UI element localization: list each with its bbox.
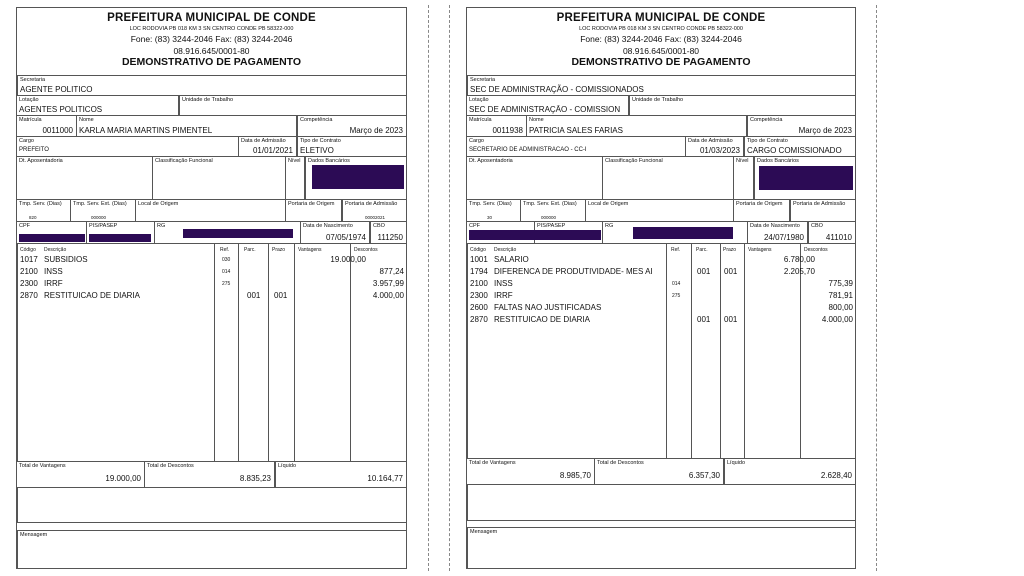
org-address: LOC RODOVIA PB 018 KM 3 SN CENTRO CONDE PB 58322-000 <box>579 26 743 32</box>
label-dados-bancarios: Dados Bancários <box>308 158 350 164</box>
redaction-block <box>89 234 151 242</box>
payslip-header <box>17 8 406 76</box>
label-cargo: Cargo <box>469 138 484 144</box>
label-total-descontos: Total de Descontos <box>147 463 194 469</box>
field-unidade <box>179 96 407 116</box>
value-total-vantagens: 8.985,70 <box>559 471 591 480</box>
label-matricula: Matrícula <box>19 117 42 123</box>
cell-codigo: 2870 <box>20 291 38 300</box>
cell-descontos: 775,39 <box>828 279 853 288</box>
cell-ref: 030 <box>222 257 231 263</box>
document-title: DEMONSTRATIVO DE PAGAMENTO <box>571 56 751 68</box>
cell-descontos: 877,24 <box>379 267 404 276</box>
field-data-nascimento <box>748 222 808 244</box>
field-matricula <box>467 116 527 137</box>
field-liquido <box>275 462 407 488</box>
cell-codigo: 2100 <box>20 267 38 276</box>
label-cpf: CPF <box>469 223 480 229</box>
payslip-header <box>467 8 855 76</box>
label-total-descontos: Total de Descontos <box>597 460 644 466</box>
field-classificacao <box>603 157 734 200</box>
value-liquido: 2.628,40 <box>820 471 852 480</box>
field-portaria-origem <box>286 200 342 222</box>
field-pis <box>87 222 155 244</box>
label-dt-aposentadoria: Dt. Aposentadoria <box>469 158 513 164</box>
label-mensagem: Mensagem <box>20 532 48 538</box>
redaction-block <box>633 227 733 239</box>
field-portaria-admissao <box>342 200 407 222</box>
value-competencia: Março de 2023 <box>798 126 852 135</box>
label-classificacao: Classificação Funcional <box>155 158 213 164</box>
field-tmp-serv <box>467 200 521 222</box>
field-tmp-serv-ext <box>71 200 136 222</box>
table-row <box>468 255 855 264</box>
field-mensagem <box>467 527 856 569</box>
field-nivel <box>734 157 754 200</box>
label-lotacao: Lotação <box>469 97 489 103</box>
label-dt-aposentadoria: Dt. Aposentadoria <box>19 158 63 164</box>
field-cargo <box>17 137 239 157</box>
label-tipo-contrato: Tipo de Contrato <box>747 138 788 144</box>
label-cbo: CBO <box>811 223 823 229</box>
cell-descricao: IRRF <box>44 279 63 288</box>
cell-descricao: RESTITUICAO DE DIARIA <box>44 291 141 300</box>
center-cut-line <box>449 5 450 571</box>
cell-codigo: 2870 <box>470 315 488 324</box>
field-nivel <box>286 157 305 200</box>
cell-codigo: 1001 <box>470 255 488 264</box>
field-dt-aposentadoria <box>467 157 603 200</box>
field-data-admissao <box>239 137 297 157</box>
value-matricula: 0011938 <box>492 126 523 135</box>
field-matricula <box>17 116 77 137</box>
cell-codigo: 2600 <box>470 303 488 312</box>
cell-ref: 014 <box>672 281 681 287</box>
cell-codigo: 2300 <box>470 291 488 300</box>
field-tipo-contrato <box>744 137 856 157</box>
field-nome <box>77 116 297 137</box>
label-tipo-contrato: Tipo de Contrato <box>300 138 341 144</box>
label-data-admissao: Data de Admissão <box>241 138 286 144</box>
col-descricao: Descrição <box>44 247 67 253</box>
label-data-nascimento: Data de Nascimento <box>750 223 800 229</box>
value-cargo: SECRETARIO DE ADMINISTRACAO - CC-I <box>469 147 587 153</box>
items-header <box>18 245 406 253</box>
value-cbo: 111250 <box>377 233 403 242</box>
label-portaria-origem: Portaria de Origem <box>736 201 783 207</box>
value-tmp-serv: 30 <box>487 215 493 220</box>
value-tmp-serv-ext: 000000 <box>541 215 557 220</box>
col-vantagens: Vantagens <box>748 247 772 253</box>
field-rg <box>155 222 301 244</box>
label-nivel: Nível <box>288 158 301 164</box>
label-matricula: Matrícula <box>469 117 492 123</box>
org-phone: Fone: (83) 3244-2046 Fax: (83) 3244-2046 <box>580 34 742 44</box>
table-row <box>18 255 406 264</box>
redaction-block <box>183 229 293 238</box>
label-tmp-serv: Tmp. Serv. (Dias) <box>19 201 62 207</box>
label-classificacao: Classificação Funcional <box>605 158 663 164</box>
cell-ref: 275 <box>222 281 231 287</box>
items-table <box>467 244 856 459</box>
cell-descricao: IRRF <box>494 291 513 300</box>
label-portaria-admissao: Portaria de Admissão <box>793 201 846 207</box>
value-cbo: 411010 <box>825 233 852 242</box>
field-unidade <box>629 96 856 116</box>
blank-area <box>467 485 856 521</box>
document-title: DEMONSTRATIVO DE PAGAMENTO <box>121 56 302 68</box>
field-cbo <box>808 222 856 244</box>
value-competencia: Março de 2023 <box>349 126 403 135</box>
cell-descricao: SUBSIDIOS <box>44 255 88 264</box>
label-liquido: Líquido <box>727 460 746 466</box>
cell-descricao: RESTITUICAO DE DIARIA <box>494 315 591 324</box>
value-tipo-contrato: CARGO COMISSIONADO <box>747 146 842 155</box>
field-cbo <box>370 222 407 244</box>
label-tmp-serv: Tmp. Serv. (Dias) <box>469 201 512 207</box>
label-dados-bancarios: Dados Bancários <box>757 158 799 164</box>
cell-descricao: SALARIO <box>494 255 529 264</box>
col-descricao: Descrição <box>494 247 517 253</box>
field-total-vantagens <box>17 462 145 488</box>
field-dados-bancarios <box>754 157 856 200</box>
value-cargo: PREFEITO <box>19 147 49 153</box>
table-row <box>18 267 406 276</box>
value-lotacao: AGENTES POLITICOS <box>19 105 103 114</box>
value-tmp-serv: 820 <box>29 215 37 220</box>
cell-descricao: INSS <box>494 279 513 288</box>
value-total-descontos: 6.357,30 <box>688 471 720 480</box>
blank-area <box>17 488 407 523</box>
org-name: PREFEITURA MUNICIPAL DE CONDE <box>556 12 766 24</box>
left-cut-line <box>428 5 429 571</box>
value-tmp-serv-ext: 000000 <box>91 215 107 220</box>
field-total-descontos <box>145 462 275 488</box>
value-tipo-contrato: ELETIVO <box>300 146 334 155</box>
field-competencia <box>297 116 407 137</box>
org-phone: Fone: (83) 3244-2046 Fax: (83) 3244-2046 <box>130 34 293 44</box>
label-local-origem: Local de Origem <box>588 201 629 207</box>
value-secretaria: AGENTE POLITICO <box>20 85 93 94</box>
col-ref: Ref. <box>220 247 230 253</box>
cell-parc: 001 <box>697 267 711 276</box>
label-tmp-serv-ext: Tmp. Serv. Ext. (Dias) <box>73 201 127 207</box>
table-row <box>18 291 406 300</box>
org-address: LOC RODOVIA PB 018 KM 3 SN CENTRO CONDE PB 58322-000 <box>129 26 294 32</box>
redaction-block <box>19 234 85 242</box>
org-cnpj: 08.916.645/0001-80 <box>622 46 700 56</box>
cell-descontos: 3.957,99 <box>372 279 404 288</box>
items-table <box>17 244 407 462</box>
label-mensagem: Mensagem <box>470 529 498 535</box>
label-competencia: Competência <box>300 117 333 123</box>
label-nome: Nome <box>529 117 544 123</box>
cell-descontos: 4.000,00 <box>372 291 404 300</box>
cell-descricao: INSS <box>44 267 63 276</box>
cell-descricao: FALTAS NAO JUSTIFICADAS <box>494 303 602 312</box>
value-lotacao: SEC DE ADMINISTRAÇÃO - COMISSION <box>469 105 621 114</box>
value-matricula: 0011000 <box>42 126 73 135</box>
col-ref: Ref. <box>671 247 681 253</box>
items-header <box>468 245 855 253</box>
cell-prazo: 001 <box>274 291 288 300</box>
label-pis: PIS/PASEP <box>89 223 118 229</box>
label-unidade: Unidade de Trabalho <box>632 97 684 103</box>
field-competencia <box>747 116 856 137</box>
field-secretaria <box>467 76 856 96</box>
cell-codigo: 2300 <box>20 279 38 288</box>
field-pis <box>535 222 603 244</box>
field-tipo-contrato <box>297 137 407 157</box>
col-descontos: Descontos <box>804 247 828 253</box>
field-lotacao <box>467 96 629 116</box>
label-data-nascimento: Data de Nascimento <box>303 223 353 229</box>
label-portaria-admissao: Portaria de Admissão <box>345 201 398 207</box>
value-total-descontos: 8.835,23 <box>239 474 271 483</box>
label-lotacao: Lotação <box>19 97 39 103</box>
table-row <box>468 267 855 276</box>
field-dados-bancarios <box>305 157 407 200</box>
org-cnpj: 08.916.645/0001-80 <box>173 46 250 56</box>
col-codigo: Código <box>20 247 36 253</box>
redaction-block <box>759 166 853 190</box>
col-prazo: Prazo <box>723 247 737 253</box>
value-data-admissao: 01/03/2023 <box>699 146 740 155</box>
cell-prazo: 001 <box>724 315 738 324</box>
cell-ref: 014 <box>222 269 231 275</box>
cell-descontos: 781,91 <box>828 291 853 300</box>
cell-parc: 001 <box>247 291 261 300</box>
value-data-nascimento: 24/07/1980 <box>763 233 804 242</box>
cell-descricao: DIFERENCA DE PRODUTIVIDADE- MES AI <box>494 267 653 276</box>
cell-vantagens: 6.780,00 <box>783 255 815 264</box>
field-rg <box>603 222 748 244</box>
cell-codigo: 2100 <box>470 279 488 288</box>
label-cpf: CPF <box>19 223 30 229</box>
table-row <box>18 279 406 288</box>
label-data-admissao: Data de Admissão <box>688 138 733 144</box>
label-tmp-serv-ext: Tmp. Serv. Ext. (Dias) <box>523 201 577 207</box>
field-total-descontos <box>595 459 724 485</box>
label-total-vantagens: Total de Vantagens <box>19 463 66 469</box>
col-prazo: Prazo <box>272 247 286 253</box>
right-cut-line <box>876 5 877 571</box>
value-nome: PATRICIA SALES FARIAS <box>529 126 623 135</box>
redaction-block <box>312 165 404 189</box>
payslip-right <box>466 7 856 569</box>
label-portaria-origem: Portaria de Origem <box>288 201 335 207</box>
label-secretaria: Secretaria <box>20 77 46 83</box>
label-secretaria: Secretaria <box>470 77 496 83</box>
col-vantagens: Vantagens <box>298 247 322 253</box>
label-nome: Nome <box>79 117 94 123</box>
field-total-vantagens <box>467 459 595 485</box>
label-nivel: Nível <box>736 158 749 164</box>
field-nome <box>527 116 747 137</box>
col-parc: Parc. <box>696 247 708 253</box>
cell-descontos: 4.000,00 <box>821 315 853 324</box>
field-cargo <box>467 137 686 157</box>
label-total-vantagens: Total de Vantagens <box>469 460 516 466</box>
cell-codigo: 1017 <box>20 255 38 264</box>
payslip-left <box>16 7 407 569</box>
value-data-admissao: 01/01/2021 <box>252 146 293 155</box>
cell-parc: 001 <box>697 315 711 324</box>
table-row <box>468 291 855 300</box>
field-lotacao <box>17 96 179 116</box>
field-cpf <box>17 222 87 244</box>
cell-vantagens: 2.205,70 <box>783 267 815 276</box>
table-row <box>468 315 855 324</box>
cell-vantagens: 19.000,00 <box>330 255 366 264</box>
field-data-nascimento <box>301 222 370 244</box>
label-liquido: Líquido <box>278 463 297 469</box>
label-rg: RG <box>605 223 614 229</box>
value-liquido: 10.164,77 <box>367 474 403 483</box>
table-row <box>468 279 855 288</box>
col-codigo: Código <box>470 247 486 253</box>
col-descontos: Descontos <box>354 247 378 253</box>
label-local-origem: Local de Origem <box>138 201 179 207</box>
cell-prazo: 001 <box>724 267 738 276</box>
field-portaria-admissao <box>790 200 856 222</box>
value-portaria-admissao: 00002021 <box>365 215 386 220</box>
col-parc: Parc. <box>244 247 256 253</box>
value-nome: KARLA MARIA MARTINS PIMENTEL <box>79 126 213 135</box>
field-mensagem <box>17 530 407 569</box>
label-unidade: Unidade de Trabalho <box>182 97 234 103</box>
org-name: PREFEITURA MUNICIPAL DE CONDE <box>107 12 316 24</box>
field-secretaria <box>17 76 407 96</box>
field-classificacao <box>153 157 286 200</box>
cell-ref: 275 <box>672 293 681 299</box>
label-cbo: CBO <box>373 223 385 229</box>
field-portaria-origem <box>734 200 790 222</box>
field-local-origem <box>136 200 286 222</box>
value-data-nascimento: 07/05/1974 <box>325 233 366 242</box>
cell-codigo: 1794 <box>470 267 488 276</box>
field-tmp-serv-ext <box>521 200 586 222</box>
value-secretaria: SEC DE ADMINISTRAÇÃO - COMISSIONADOS <box>470 85 644 94</box>
field-data-admissao <box>686 137 744 157</box>
field-cpf <box>467 222 535 244</box>
label-rg: RG <box>157 223 166 229</box>
field-dt-aposentadoria <box>17 157 153 200</box>
value-total-vantagens: 19.000,00 <box>105 474 141 483</box>
table-row <box>468 303 855 312</box>
field-liquido <box>724 459 856 485</box>
label-competencia: Competência <box>750 117 783 123</box>
field-local-origem <box>586 200 734 222</box>
label-cargo: Cargo <box>19 138 34 144</box>
cell-descontos: 800,00 <box>828 303 853 312</box>
label-pis: PIS/PASEP <box>537 223 566 229</box>
field-tmp-serv <box>17 200 71 222</box>
